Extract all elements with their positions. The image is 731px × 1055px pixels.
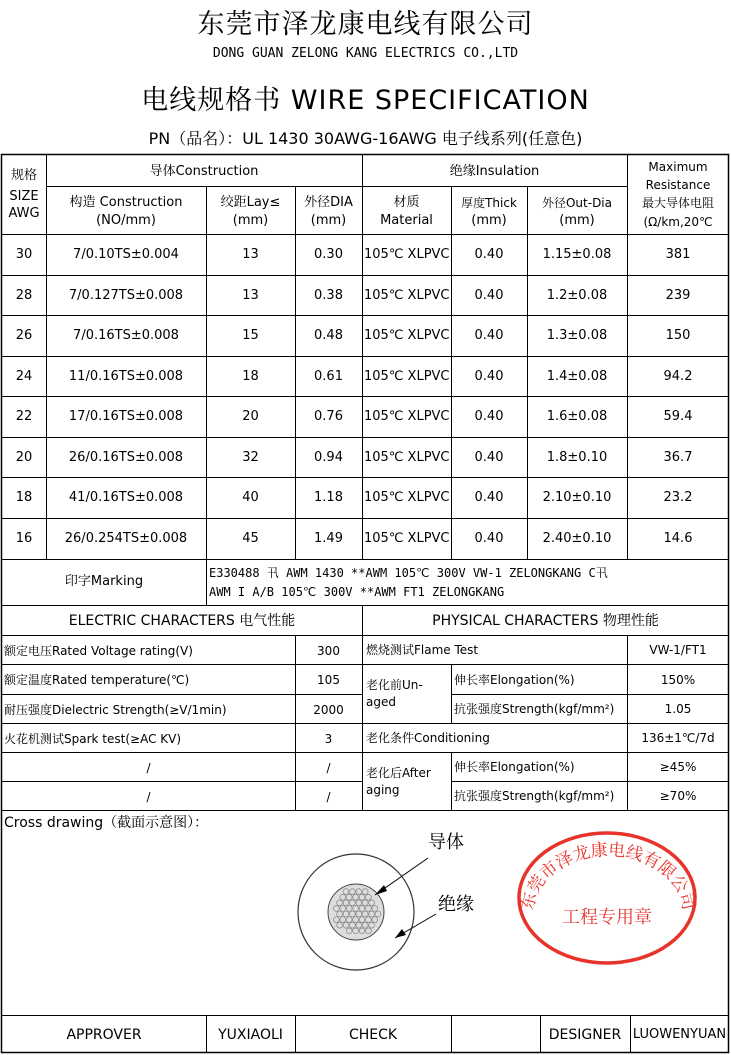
cell-material: 105℃ XLPVC: [364, 450, 450, 465]
cell-dia: 1.18: [314, 490, 343, 505]
cell-dia: 1.49: [314, 531, 343, 546]
cell-resistance: 150: [665, 328, 691, 343]
cell-construction: 11/0.16TS±0.008: [68, 369, 184, 384]
after-tensile-value: ≥70%: [659, 789, 697, 803]
before-elongation-value: 150%: [660, 673, 696, 687]
cell-awg: 20: [15, 450, 33, 465]
conductor-label: 导体: [428, 832, 464, 853]
awg-header: AWG: [8, 206, 40, 221]
cell-construction: 17/0.16TS±0.008: [68, 409, 184, 424]
company-name-cn: 东莞市泽龙康电线有限公司: [197, 9, 534, 40]
cell-awg: 30: [15, 247, 33, 262]
before-elongation-label: 伸长率Elongation(%): [454, 673, 575, 687]
cell-lay: 13: [242, 288, 259, 303]
cell-construction: 26/0.254TS±0.008: [64, 531, 188, 546]
after-elongation-value: ≥45%: [659, 760, 697, 774]
thick-unit: (mm): [471, 213, 507, 228]
cell-construction: 7/0.10TS±0.004: [73, 247, 179, 262]
company-name-en: DONG GUAN ZELONG KANG ELECTRICS CO.,LTD: [212, 46, 519, 61]
cell-material: 105℃ XLPVC: [364, 247, 450, 262]
resistance-header-2: Resistance: [645, 178, 711, 192]
before-tensile-label: 抗张强度Strength(kgf/mm²): [454, 702, 615, 716]
cell-lay: 40: [242, 490, 259, 505]
cell-material: 105℃ XLPVC: [364, 328, 450, 343]
resistance-header-1: Maximum: [648, 160, 708, 174]
cell-thick: 0.40: [474, 328, 504, 343]
electric-label: 额定电压Rated Voltage rating(V): [4, 644, 193, 658]
cell-dia: 0.76: [314, 409, 343, 424]
conductor-header: 导体Construction: [149, 164, 259, 179]
cell-thick: 0.40: [474, 450, 504, 465]
cell-dia: 0.94: [314, 450, 343, 465]
dia-unit: (mm): [310, 213, 347, 228]
cell-lay: 15: [242, 328, 259, 343]
cell-resistance: 239: [665, 288, 691, 303]
after-aging-label-2: aging: [366, 783, 400, 797]
cell-dia: 0.61: [314, 369, 343, 384]
electric-label: /: [146, 761, 151, 775]
physical-title: PHYSICAL CHARACTERS 物理性能: [432, 613, 659, 629]
construction-unit: (NO/mm): [96, 213, 156, 228]
electric-value: 300: [317, 644, 340, 658]
electric-label: 额定温度Rated temperature(℃): [4, 673, 190, 687]
cell-outdia: 1.3±0.08: [546, 328, 608, 343]
cell-material: 105℃ XLPVC: [364, 369, 450, 384]
cell-resistance: 14.6: [663, 531, 693, 546]
cell-material: 105℃ XLPVC: [364, 531, 450, 546]
approver-name: YUXIAOLI: [218, 1027, 283, 1043]
electric-value: 105: [317, 673, 340, 687]
check-label: CHECK: [348, 1027, 398, 1043]
cell-outdia: 1.8±0.10: [546, 450, 608, 465]
cell-outdia: 1.2±0.08: [546, 288, 608, 303]
electric-value: /: [326, 761, 331, 775]
insulation-header: 绝缘Insulation: [449, 164, 540, 179]
cell-dia: 0.48: [314, 328, 343, 343]
outdia-header: 外径Out-Dia: [541, 196, 612, 210]
cell-resistance: 23.2: [663, 490, 693, 505]
designer-label: DESIGNER: [548, 1027, 622, 1043]
conditioning-value: 136±1℃/7d: [641, 731, 715, 745]
material-header-en: Material: [380, 213, 433, 228]
cell-dia: 0.38: [314, 288, 343, 303]
lay-header: 绞距Lay≤: [220, 195, 281, 210]
insulation-label: 绝缘: [438, 894, 474, 915]
after-tensile-label: 抗张强度Strength(kgf/mm²): [454, 789, 615, 803]
cell-outdia: 1.6±0.08: [546, 409, 608, 424]
cell-outdia: 2.40±0.10: [542, 531, 612, 546]
designer-name: LUOWENYUAN: [632, 1027, 727, 1042]
electric-value: /: [326, 790, 331, 804]
electric-title: ELECTRIC CHARACTERS 电气性能: [68, 613, 296, 629]
cell-construction: 7/0.16TS±0.008: [73, 328, 179, 343]
electric-label: /: [146, 790, 151, 804]
cell-awg: 26: [15, 328, 33, 343]
cell-awg: 22: [15, 409, 33, 424]
marking-line-1: E330488 卂 AWM 1430 **AWM 105℃ 300V VW-1 ZELONGKANG C卂: [209, 566, 608, 580]
cell-lay: 32: [242, 450, 259, 465]
before-aging-label-2: aged: [366, 695, 396, 709]
approver-label: APPROVER: [66, 1027, 142, 1043]
cell-material: 105℃ XLPVC: [364, 490, 450, 505]
resistance-header-3: 最大导体电阻: [641, 196, 714, 210]
electric-label: 耐压强度Dielectric Strength(≥V/1min): [4, 703, 227, 717]
cell-thick: 0.40: [474, 247, 504, 262]
cross-section-drawing: [298, 854, 436, 970]
cell-outdia: 1.4±0.08: [546, 369, 608, 384]
lay-unit: (mm): [232, 213, 269, 228]
thick-header: 厚度Thick: [461, 196, 517, 210]
material-header: 材质: [393, 195, 420, 210]
cell-thick: 0.40: [474, 369, 504, 384]
flame-label: 燃烧测试Flame Test: [366, 643, 479, 657]
flame-value: VW-1/FT1: [649, 643, 707, 657]
company-seal: [512, 818, 702, 968]
construction-header: 构造 Construction: [69, 195, 183, 210]
after-aging-label-1: 老化后After: [366, 766, 431, 780]
cell-awg: 28: [15, 288, 33, 303]
cell-awg: 18: [15, 490, 33, 505]
cell-lay: 45: [242, 531, 259, 546]
conditioning-label: 老化条件Conditioning: [366, 731, 490, 745]
cell-outdia: 1.15±0.08: [542, 247, 612, 262]
cell-material: 105℃ XLPVC: [364, 288, 450, 303]
electric-value: 3: [324, 732, 333, 746]
seal-ring-text: 东莞市泽龙康电线有限公司: [517, 840, 699, 913]
before-tensile-value: 1.05: [664, 702, 692, 716]
marking-line-2: AWM I A/B 105℃ 300V **AWM FT1 ZELONGKANG: [209, 585, 505, 599]
cell-construction: 41/0.16TS±0.008: [68, 490, 184, 505]
cell-resistance: 94.2: [663, 369, 693, 384]
dia-header: 外径DIA: [304, 195, 353, 210]
resistance-header-4: (Ω/km,20℃: [643, 215, 713, 229]
cell-construction: 26/0.16TS±0.008: [68, 450, 184, 465]
cell-resistance: 59.4: [663, 409, 693, 424]
seal-center-text: 工程专用章: [562, 907, 652, 928]
cell-lay: 13: [242, 247, 259, 262]
marking-label: 印字Marking: [64, 574, 144, 589]
size-header-cn: 规格: [10, 168, 37, 183]
electric-value: 2000: [313, 703, 344, 717]
cell-awg: 16: [15, 531, 33, 546]
cell-awg: 24: [15, 369, 33, 384]
cell-lay: 20: [242, 409, 259, 424]
before-aging-label-1: 老化前Un-: [366, 678, 423, 692]
cell-construction: 7/0.127TS±0.008: [68, 288, 184, 303]
cell-resistance: 36.7: [663, 450, 693, 465]
cell-thick: 0.40: [474, 490, 504, 505]
cross-drawing-title: Cross drawing（截面示意图）：: [4, 815, 209, 831]
cell-thick: 0.40: [474, 288, 504, 303]
size-header-en: SIZE: [9, 189, 39, 204]
cell-dia: 0.30: [314, 247, 343, 262]
cell-lay: 18: [242, 369, 259, 384]
electric-label: 火花机测试Spark test(≥AC KV): [4, 732, 182, 746]
spec-title: 电线规格书 WIRE SPECIFICATION: [141, 85, 590, 116]
cell-thick: 0.40: [474, 409, 504, 424]
outdia-unit: (mm): [559, 213, 595, 228]
after-elongation-label: 伸长率Elongation(%): [454, 760, 575, 774]
product-name-line: PN（品名）：UL 1430 30AWG-16AWG 电子线系列(任意色): [148, 129, 583, 148]
cell-resistance: 381: [665, 247, 691, 262]
cell-thick: 0.40: [474, 531, 504, 546]
cell-material: 105℃ XLPVC: [364, 409, 450, 424]
cell-outdia: 2.10±0.10: [542, 490, 612, 505]
